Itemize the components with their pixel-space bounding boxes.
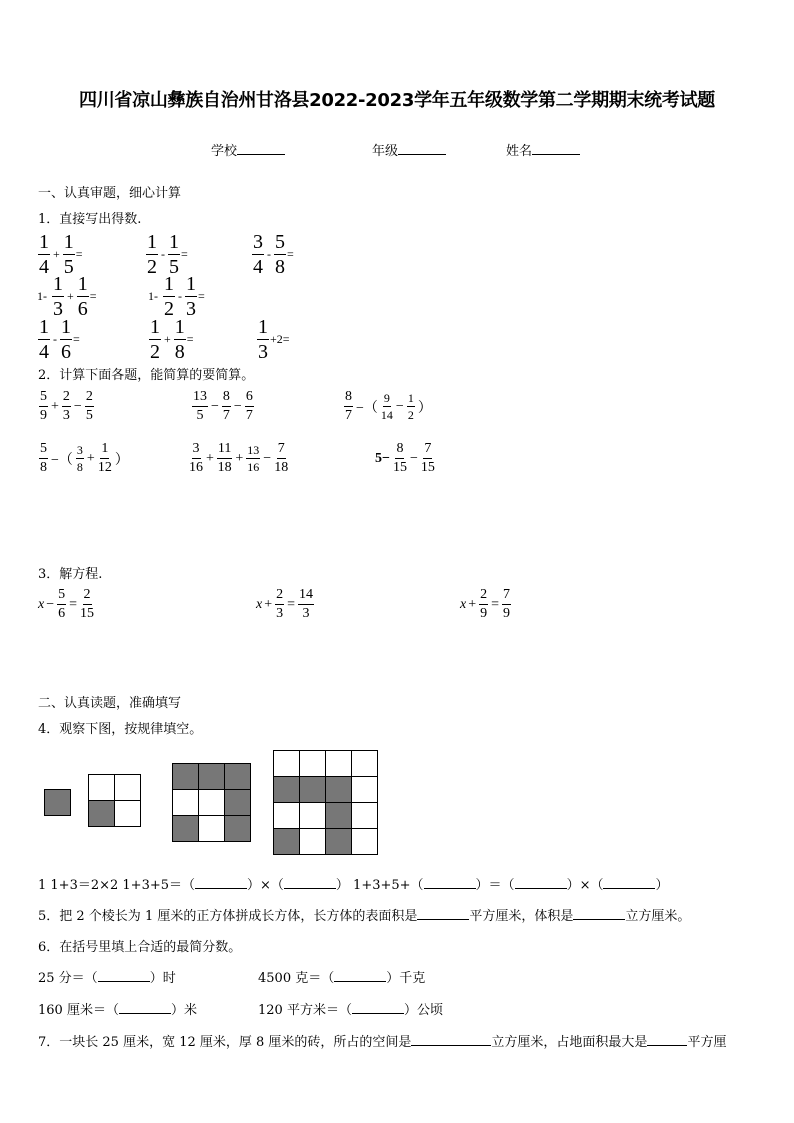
q6-item-4: 120 平方米＝（ ）公顷 (258, 1003, 443, 1018)
grade-label: 年级 (372, 144, 399, 159)
q6-blank-3[interactable] (119, 1001, 171, 1014)
q5-blank-1[interactable] (417, 907, 469, 920)
school-blank[interactable] (237, 141, 285, 155)
q2-expr-6: 5− $\frac{8}{15}$ − $\frac{7}{15}$ (375, 441, 435, 475)
question-6: 6．在括号里填上合适的最简分数。 (38, 940, 242, 955)
question-7: 7．一块长 25 厘米，宽 12 厘米，厚 8 厘米的砖，所占的空间是 立方厘米，占地面积最大是 平方厘 (38, 1035, 727, 1050)
q4-blank-2[interactable] (284, 876, 336, 889)
q2-expr-2: $\frac{13}{5}$ − $\frac{8}{7}$ − $\frac{6}{7}$ (193, 389, 253, 423)
q2-expr-4: $\frac{5}{8}$ −（ $\frac{3}{8}$ + $\frac{1}{12}$ ） (40, 441, 129, 475)
pattern-figure-4 (273, 750, 378, 855)
school-label: 学校 (211, 144, 238, 159)
q1-item-7: $\frac{1}{2}$ + $\frac{1}{8}$ = (150, 316, 194, 363)
q6-blank-4[interactable] (352, 1001, 404, 1014)
q2-expr-1: $\frac{5}{9}$ + $\frac{2}{3}$ − $\frac{2}{5}$ (40, 389, 93, 423)
q5-blank-2[interactable] (573, 907, 625, 920)
q3-equation-2: x + $\frac{2}{3}$ = $\frac{14}{3}$ (256, 587, 314, 621)
q4-blank-5[interactable] (603, 876, 655, 889)
q7-blank-1[interactable] (411, 1033, 491, 1046)
school-field (211, 140, 285, 159)
q1-item-2: $\frac{1}{2}$ - $\frac{1}{5}$ = (147, 231, 188, 278)
pattern-figure-2 (88, 774, 141, 827)
q4-blank-1[interactable] (195, 876, 247, 889)
question-3: 3．解方程. (38, 567, 103, 582)
q6-item-3: 160 厘米＝（ ）米 (38, 1003, 197, 1018)
q1-item-8: $\frac{1}{3}$ +2= (258, 316, 290, 363)
question-2: 2．计算下面各题，能简算的要简算。 (38, 368, 255, 383)
section-1-heading: 一、认真审题，细心计算 (38, 186, 182, 201)
q1-item-5: 1- $\frac{1}{2}$ - $\frac{1}{3}$ = (148, 273, 205, 320)
pattern-figure-1 (44, 789, 71, 816)
pattern-figure-3 (172, 763, 251, 842)
q2-expr-5: $\frac{3}{16}$ + $\frac{11}{18}$ + $\frac{13}{16}$ − $\frac{7}{18}$ (189, 441, 289, 475)
q6-blank-1[interactable] (98, 969, 150, 982)
question-5: 5．把 2 个棱长为 1 厘米的正方体拼成长方体，长方体的表面积是 平方厘米，体积是 立方厘米。 (38, 909, 691, 924)
question-4: 4．观察下图，按规律填空。 (38, 722, 203, 737)
q2-expr-3: $\frac{8}{7}$ −（ $\frac{9}{14}$ − $\frac{1}{2}$ ） (345, 389, 432, 423)
name-label: 姓名 (506, 144, 533, 159)
page-title: 四川省凉山彝族自治州甘洛县2022-2023学年五年级数学第二学期期末统考试题 (79, 90, 715, 111)
q1-item-6: $\frac{1}{4}$ - $\frac{1}{6}$ = (39, 316, 80, 363)
q3-equation-3: x + $\frac{2}{9}$ = $\frac{7}{9}$ (460, 587, 511, 621)
grade-field (372, 140, 446, 159)
section-2-heading: 二、认真读题，准确填写 (38, 696, 182, 711)
q6-blank-2[interactable] (334, 969, 386, 982)
q7-blank-2[interactable] (647, 1033, 687, 1046)
q1-item-4: 1- $\frac{1}{3}$ + $\frac{1}{6}$ = (37, 273, 97, 320)
q4-blank-3[interactable] (424, 876, 476, 889)
q6-item-1: 25 分＝（ ）时 (38, 971, 176, 986)
q3-equation-1: x − $\frac{5}{6}$ = $\frac{2}{15}$ (38, 587, 95, 621)
name-blank[interactable] (532, 141, 580, 155)
q1-item-3: $\frac{3}{4}$ - $\frac{5}{8}$ = (253, 231, 294, 278)
question-1: 1．直接写出得数. (38, 212, 142, 227)
q6-item-2: 4500 克＝（ ）千克 (258, 971, 426, 986)
q1-item-1: $\frac{1}{4}$ + $\frac{1}{5}$ = (39, 231, 83, 278)
q4-pattern-line: 1 1+3＝2×2 1+3+5＝（ ）×（ ） 1+3+5+（ ）＝（ ）×（ ） (38, 878, 669, 893)
q4-blank-4[interactable] (515, 876, 567, 889)
name-field (506, 140, 580, 159)
grade-blank[interactable] (398, 141, 446, 155)
